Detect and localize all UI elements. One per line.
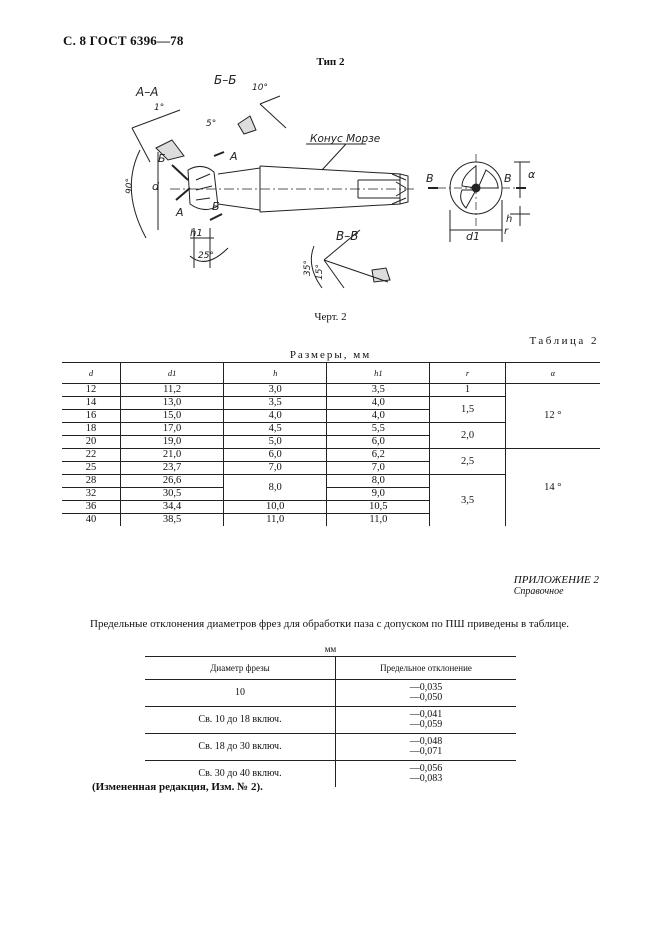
appendix-title: ПРИЛОЖЕНИЕ 2 xyxy=(513,574,599,586)
cell-h-merged: 8,0 xyxy=(224,475,327,501)
cell: 11,0 xyxy=(327,514,430,527)
deviation-upper: —0,041 xyxy=(409,709,443,720)
cell: 12 xyxy=(62,384,121,397)
cell: 36 xyxy=(62,501,121,514)
label-v-left: В xyxy=(426,172,434,185)
label-section-b: Б–Б xyxy=(214,73,237,87)
deviation-lower: —0,050 xyxy=(409,692,443,703)
cell: 18 xyxy=(62,423,121,436)
tolerance-table xyxy=(145,656,516,787)
cell: 26,6 xyxy=(121,475,224,488)
technical-drawing xyxy=(110,70,620,310)
label-v-right: В xyxy=(504,172,512,185)
page-header: С. 8 ГОСТ 6396—78 xyxy=(63,33,184,48)
table-row xyxy=(145,707,516,734)
deviation-upper: —0,056 xyxy=(409,763,443,774)
cell: 9,0 xyxy=(327,488,430,501)
label-b-bottom: Б xyxy=(212,200,220,213)
label-r: r xyxy=(504,226,509,237)
cell: 10,5 xyxy=(327,501,430,514)
header-r: r xyxy=(430,363,505,384)
cell: 6,0 xyxy=(327,436,430,449)
label-a-top: А xyxy=(230,150,238,163)
cell: 13,0 xyxy=(121,397,224,410)
label-b-top: Б xyxy=(158,152,166,165)
cell: 5,0 xyxy=(224,436,327,449)
figure-type-title: Тип 2 xyxy=(316,56,345,68)
table-header-row xyxy=(62,363,600,384)
header-diameter: Диаметр фрезы xyxy=(145,657,336,680)
cell: 11,0 xyxy=(224,514,327,527)
deviation-lower: —0,083 xyxy=(409,773,443,784)
deviation-upper: —0,048 xyxy=(409,736,443,747)
cell-deviation xyxy=(336,734,517,761)
cell-alpha: 12 ° xyxy=(505,384,600,449)
label-angle-35: 35° xyxy=(303,260,313,276)
cell-diameter: Св. 18 до 30 включ. xyxy=(145,734,336,761)
dimensions-table xyxy=(62,362,600,526)
cell-deviation xyxy=(336,680,517,707)
cell: 30,5 xyxy=(121,488,224,501)
cell-r: 3,5 xyxy=(430,475,505,527)
label-section-a: А–А xyxy=(136,85,159,99)
cell: 40 xyxy=(62,514,121,527)
cell: 38,5 xyxy=(121,514,224,527)
appendix-heading xyxy=(514,574,599,597)
label-d1: d1 xyxy=(466,230,480,243)
cell-r: 1,5 xyxy=(430,397,505,423)
label-d: d xyxy=(152,180,159,193)
cell-diameter: 10 xyxy=(145,680,336,707)
label-angle-1: 1° xyxy=(154,103,165,113)
cell: 8,0 xyxy=(327,475,430,488)
cell: 34,4 xyxy=(121,501,224,514)
cell: 4,0 xyxy=(224,410,327,423)
cell: 32 xyxy=(62,488,121,501)
cell: 6,0 xyxy=(224,449,327,462)
cell-deviation xyxy=(336,707,517,734)
label-morse-taper: Конус Морзе xyxy=(310,133,381,145)
label-alpha: α xyxy=(528,168,536,181)
cell: 17,0 xyxy=(121,423,224,436)
label-angle-90: 90° xyxy=(125,178,135,194)
cell: 7,0 xyxy=(224,462,327,475)
cell: 11,2 xyxy=(121,384,224,397)
deviation-lower: —0,059 xyxy=(409,719,443,730)
label-angle-15: 15° xyxy=(315,264,325,280)
table-row xyxy=(145,734,516,761)
label-angle-10: 10° xyxy=(252,83,268,93)
cell: 3,5 xyxy=(327,384,430,397)
body-paragraph: Предельные отклонения диаметров фрез для обработки паза с допуском по ПШ приведены в таблице. xyxy=(90,618,569,630)
cell: 10,0 xyxy=(224,501,327,514)
header-d: d xyxy=(62,363,121,384)
cell: 14 xyxy=(62,397,121,410)
cell: 21,0 xyxy=(121,449,224,462)
table-row xyxy=(62,449,600,462)
cell: 4,0 xyxy=(327,410,430,423)
cell: 16 xyxy=(62,410,121,423)
table-row xyxy=(62,384,600,397)
amendment-note: (Измененная редакция, Изм. № 2). xyxy=(92,781,263,793)
cell: 4,0 xyxy=(327,397,430,410)
cell: 20 xyxy=(62,436,121,449)
header-h: h xyxy=(224,363,327,384)
label-h1: h1 xyxy=(190,228,203,239)
cell-alpha: 14 ° xyxy=(505,449,600,527)
label-h: h xyxy=(506,214,513,225)
table-header-row xyxy=(145,657,516,680)
deviation-lower: —0,071 xyxy=(409,746,443,757)
label-angle-25: 25° xyxy=(198,251,214,261)
header-d1: d1 xyxy=(121,363,224,384)
label-a-bottom: А xyxy=(176,206,184,219)
cell: 23,7 xyxy=(121,462,224,475)
appendix-subtitle: Справочное xyxy=(513,586,564,597)
cell: 28 xyxy=(62,475,121,488)
cell-diameter: Св. 10 до 18 включ. xyxy=(145,707,336,734)
header-alpha: α xyxy=(505,363,600,384)
cell: 5,5 xyxy=(327,423,430,436)
cell-r: 1 xyxy=(430,384,505,397)
cell-r: 2,5 xyxy=(430,449,505,475)
table2-title: Таблица 2 xyxy=(529,335,599,347)
deviation-upper: —0,035 xyxy=(409,682,443,693)
cell-r: 2,0 xyxy=(430,423,505,449)
figure-caption: Черт. 2 xyxy=(314,311,347,323)
cell-diameter: Св. 30 до 40 включ. xyxy=(198,768,282,779)
cell-deviation xyxy=(336,761,517,788)
table-row xyxy=(145,680,516,707)
cell: 19,0 xyxy=(121,436,224,449)
cell: 25 xyxy=(62,462,121,475)
table2-caption: Размеры, мм xyxy=(289,349,372,361)
cell: 15,0 xyxy=(121,410,224,423)
table3-unit: мм xyxy=(324,644,337,654)
label-angle-5: 5° xyxy=(206,119,217,129)
cell: 6,2 xyxy=(327,449,430,462)
header-deviation: Предельное отклонение xyxy=(336,657,517,680)
label-section-v: В–В xyxy=(336,229,359,243)
cell: 22 xyxy=(62,449,121,462)
cell: 4,5 xyxy=(224,423,327,436)
cell: 3,0 xyxy=(224,384,327,397)
cell: 3,5 xyxy=(224,397,327,410)
cell: 7,0 xyxy=(327,462,430,475)
header-h1: h1 xyxy=(327,363,430,384)
